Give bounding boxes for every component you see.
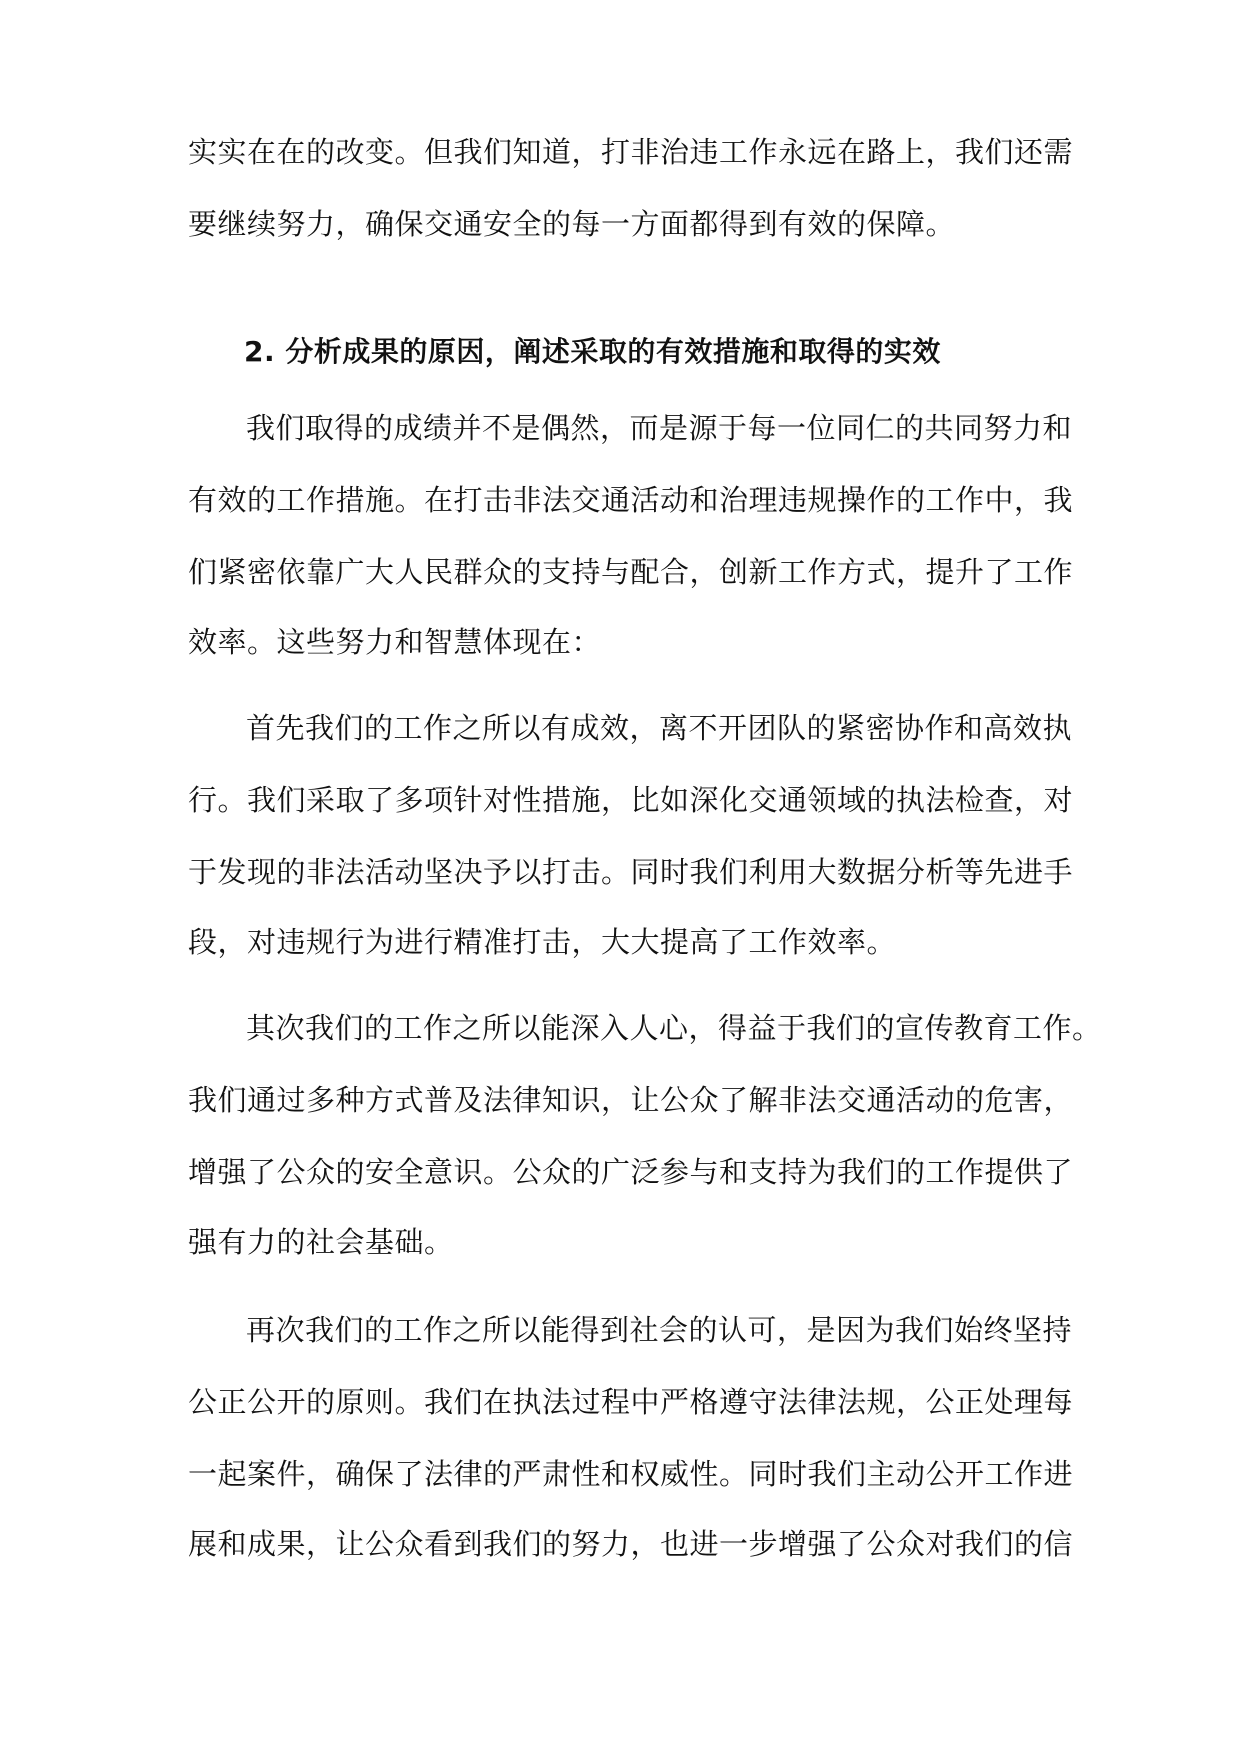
paragraph-line: 们紧密依靠广大人民群众的支持与配合，创新工作方式，提升了工作 xyxy=(188,555,1074,589)
paragraph-line: 一起案件，确保了法律的严肃性和权威性。同时我们主动公开工作进 xyxy=(188,1457,1074,1491)
paragraph-line: 首先我们的工作之所以有成效，离不开团队的紧密协作和高效执 xyxy=(246,711,1073,745)
paragraph-line: 我们通过多种方式普及法律知识，让公众了解非法交通活动的危害， xyxy=(188,1083,1074,1117)
paragraph-line: 其次我们的工作之所以能深入人心，得益于我们的宣传教育工作。 xyxy=(246,1011,1102,1045)
paragraph-line: 于发现的非法活动坚决予以打击。同时我们利用大数据分析等先进手 xyxy=(188,855,1074,889)
paragraph-line: 效率。这些努力和智慧体现在： xyxy=(188,625,602,659)
paragraph-line: 要继续努力，确保交通安全的每一方面都得到有效的保障。 xyxy=(188,207,956,241)
paragraph-line: 有效的工作措施。在打击非法交通活动和治理违规操作的工作中，我 xyxy=(188,483,1074,517)
paragraph-line: 实实在在的改变。但我们知道，打非治违工作永远在路上，我们还需 xyxy=(188,135,1074,169)
paragraph-line: 我们取得的成绩并不是偶然，而是源于每一位同仁的共同努力和 xyxy=(246,411,1073,445)
paragraph-line: 行。我们采取了多项针对性措施，比如深化交通领域的执法检查，对 xyxy=(188,783,1074,817)
paragraph-line: 公正公开的原则。我们在执法过程中严格遵守法律法规，公正处理每 xyxy=(188,1385,1074,1419)
paragraph-line: 段，对违规行为进行精准打击，大大提高了工作效率。 xyxy=(188,925,897,959)
section-heading: 2. 分析成果的原因，阐述采取的有效措施和取得的实效 xyxy=(244,335,941,368)
paragraph-line: 展和成果，让公众看到我们的努力，也进一步增强了公众对我们的信 xyxy=(188,1527,1074,1561)
paragraph-line: 再次我们的工作之所以能得到社会的认可，是因为我们始终坚持 xyxy=(246,1313,1073,1347)
paragraph-line: 强有力的社会基础。 xyxy=(188,1225,454,1259)
paragraph-line: 增强了公众的安全意识。公众的广泛参与和支持为我们的工作提供了 xyxy=(188,1155,1074,1189)
